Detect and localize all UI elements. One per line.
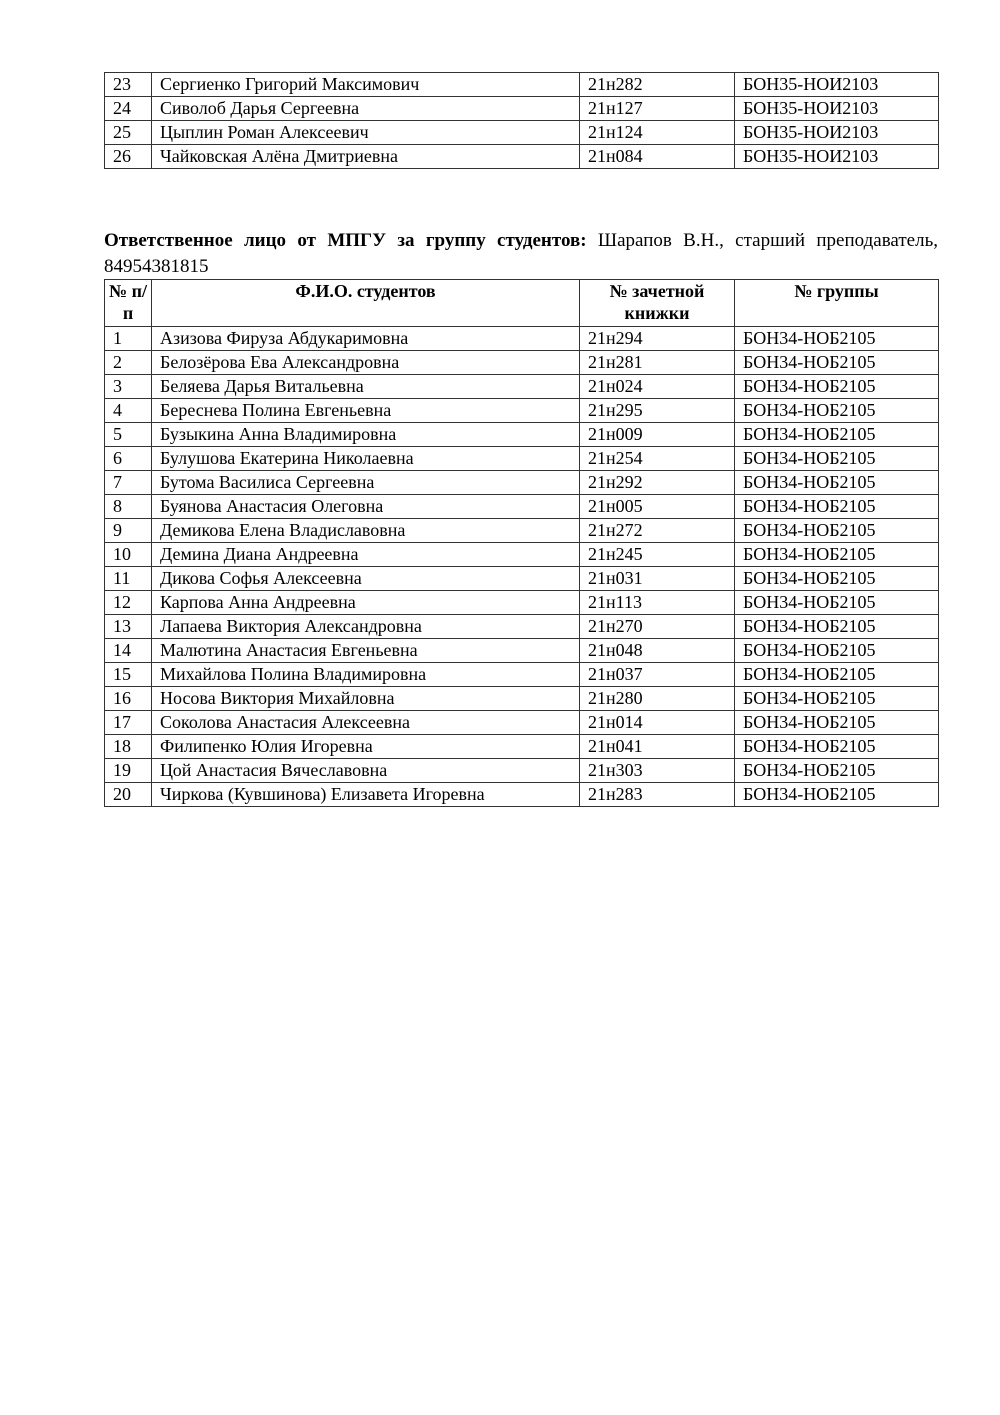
row-number-cell: 20 bbox=[105, 783, 152, 807]
student-name-cell: Демина Диана Андреевна bbox=[152, 543, 580, 567]
record-book-cell: 21н005 bbox=[580, 495, 735, 519]
student-name-cell: Михайлова Полина Владимировна bbox=[152, 663, 580, 687]
student-name-cell: Лапаева Виктория Александровна bbox=[152, 615, 580, 639]
table-row bbox=[105, 471, 939, 495]
responsible-person-paragraph bbox=[104, 228, 938, 280]
responsible-person-label: Ответственное лицо от МПГУ за группу студентов: bbox=[104, 230, 587, 251]
record-book-cell: 21н041 bbox=[580, 735, 735, 759]
table-row bbox=[105, 495, 939, 519]
students-table-continued bbox=[104, 72, 939, 169]
row-number-cell: 13 bbox=[105, 615, 152, 639]
student-name-cell: Белозёрова Ева Александровна bbox=[152, 351, 580, 375]
student-name-cell: Малютина Анастасия Евгеньевна bbox=[152, 639, 580, 663]
record-book-cell: 21н303 bbox=[580, 759, 735, 783]
header-number: № п/п bbox=[105, 280, 152, 327]
record-book-cell: 21н282 bbox=[580, 73, 735, 97]
record-book-cell: 21н294 bbox=[580, 327, 735, 351]
group-cell: БОН34-НОБ2105 bbox=[735, 567, 939, 591]
table-row bbox=[105, 423, 939, 447]
student-name-cell: Дикова Софья Алексеевна bbox=[152, 567, 580, 591]
table-row bbox=[105, 447, 939, 471]
group-cell: БОН34-НОБ2105 bbox=[735, 783, 939, 807]
table-row bbox=[105, 735, 939, 759]
header-record-book: № зачетной книжки bbox=[580, 280, 735, 327]
header-name: Ф.И.О. студентов bbox=[152, 280, 580, 327]
record-book-cell: 21н124 bbox=[580, 121, 735, 145]
student-name-cell: Бутома Василиса Сергеевна bbox=[152, 471, 580, 495]
table-row bbox=[105, 639, 939, 663]
record-book-cell: 21н295 bbox=[580, 399, 735, 423]
record-book-cell: 21н272 bbox=[580, 519, 735, 543]
record-book-cell: 21н254 bbox=[580, 447, 735, 471]
student-name-cell: Соколова Анастасия Алексеевна bbox=[152, 711, 580, 735]
student-name-cell: Филипенко Юлия Игоревна bbox=[152, 735, 580, 759]
group-cell: БОН35-НОИ2103 bbox=[735, 73, 939, 97]
record-book-cell: 21н048 bbox=[580, 639, 735, 663]
table-row bbox=[105, 399, 939, 423]
row-number-cell: 9 bbox=[105, 519, 152, 543]
group-cell: БОН34-НОБ2105 bbox=[735, 495, 939, 519]
row-number-cell: 1 bbox=[105, 327, 152, 351]
student-name-cell: Чайковская Алёна Дмитриевна bbox=[152, 145, 580, 169]
row-number-cell: 23 bbox=[105, 73, 152, 97]
row-number-cell: 11 bbox=[105, 567, 152, 591]
record-book-cell: 21н292 bbox=[580, 471, 735, 495]
record-book-cell: 21н037 bbox=[580, 663, 735, 687]
record-book-cell: 21н283 bbox=[580, 783, 735, 807]
group-cell: БОН34-НОБ2105 bbox=[735, 639, 939, 663]
row-number-cell: 18 bbox=[105, 735, 152, 759]
row-number-cell: 4 bbox=[105, 399, 152, 423]
table-row bbox=[105, 711, 939, 735]
responsible-person-text: Шарапов В.Н., старший преподаватель, 84954381815 bbox=[104, 230, 938, 277]
group-cell: БОН34-НОБ2105 bbox=[735, 375, 939, 399]
table-row bbox=[105, 375, 939, 399]
record-book-cell: 21н270 bbox=[580, 615, 735, 639]
record-book-cell: 21н009 bbox=[580, 423, 735, 447]
table-row bbox=[105, 145, 939, 169]
row-number-cell: 6 bbox=[105, 447, 152, 471]
table-header bbox=[105, 280, 939, 327]
table-row bbox=[105, 97, 939, 121]
student-name-cell: Бузыкина Анна Владимировна bbox=[152, 423, 580, 447]
table-row bbox=[105, 591, 939, 615]
student-name-cell: Буянова Анастасия Олеговна bbox=[152, 495, 580, 519]
student-name-cell: Сиволоб Дарья Сергеевна bbox=[152, 97, 580, 121]
student-name-cell: Демикова Елена Владиславовна bbox=[152, 519, 580, 543]
table-row bbox=[105, 687, 939, 711]
group-cell: БОН34-НОБ2105 bbox=[735, 327, 939, 351]
record-book-cell: 21н084 bbox=[580, 145, 735, 169]
student-name-cell: Булушова Екатерина Николаевна bbox=[152, 447, 580, 471]
record-book-cell: 21н245 bbox=[580, 543, 735, 567]
group-cell: БОН35-НОИ2103 bbox=[735, 97, 939, 121]
group-cell: БОН34-НОБ2105 bbox=[735, 735, 939, 759]
record-book-cell: 21н127 bbox=[580, 97, 735, 121]
students-table bbox=[104, 279, 939, 807]
row-number-cell: 25 bbox=[105, 121, 152, 145]
row-number-cell: 7 bbox=[105, 471, 152, 495]
row-number-cell: 12 bbox=[105, 591, 152, 615]
table-row bbox=[105, 327, 939, 351]
table-row bbox=[105, 543, 939, 567]
student-name-cell: Азизова Фируза Абдукаримовна bbox=[152, 327, 580, 351]
student-name-cell: Носова Виктория Михайловна bbox=[152, 687, 580, 711]
table-row bbox=[105, 663, 939, 687]
row-number-cell: 15 bbox=[105, 663, 152, 687]
record-book-cell: 21н113 bbox=[580, 591, 735, 615]
group-cell: БОН34-НОБ2105 bbox=[735, 423, 939, 447]
table-body bbox=[105, 327, 939, 807]
group-cell: БОН34-НОБ2105 bbox=[735, 399, 939, 423]
record-book-cell: 21н031 bbox=[580, 567, 735, 591]
table-row bbox=[105, 519, 939, 543]
student-name-cell: Сергиенко Григорий Максимович bbox=[152, 73, 580, 97]
group-cell: БОН34-НОБ2105 bbox=[735, 687, 939, 711]
group-cell: БОН35-НОИ2103 bbox=[735, 145, 939, 169]
student-name-cell: Чиркова (Кувшинова) Елизавета Игоревна bbox=[152, 783, 580, 807]
table-row bbox=[105, 615, 939, 639]
table-row bbox=[105, 351, 939, 375]
row-number-cell: 24 bbox=[105, 97, 152, 121]
header-group: № группы bbox=[735, 280, 939, 327]
group-cell: БОН34-НОБ2105 bbox=[735, 471, 939, 495]
group-cell: БОН34-НОБ2105 bbox=[735, 543, 939, 567]
row-number-cell: 5 bbox=[105, 423, 152, 447]
row-number-cell: 16 bbox=[105, 687, 152, 711]
table-row bbox=[105, 759, 939, 783]
group-cell: БОН34-НОБ2105 bbox=[735, 591, 939, 615]
record-book-cell: 21н024 bbox=[580, 375, 735, 399]
group-cell: БОН34-НОБ2105 bbox=[735, 663, 939, 687]
table-row bbox=[105, 567, 939, 591]
row-number-cell: 10 bbox=[105, 543, 152, 567]
record-book-cell: 21н280 bbox=[580, 687, 735, 711]
student-name-cell: Береснева Полина Евгеньевна bbox=[152, 399, 580, 423]
row-number-cell: 14 bbox=[105, 639, 152, 663]
group-cell: БОН34-НОБ2105 bbox=[735, 519, 939, 543]
table-row bbox=[105, 783, 939, 807]
table-row bbox=[105, 121, 939, 145]
row-number-cell: 2 bbox=[105, 351, 152, 375]
student-name-cell: Беляева Дарья Витальевна bbox=[152, 375, 580, 399]
student-name-cell: Карпова Анна Андреевна bbox=[152, 591, 580, 615]
student-name-cell: Цой Анастасия Вячеславовна bbox=[152, 759, 580, 783]
group-cell: БОН34-НОБ2105 bbox=[735, 447, 939, 471]
student-name-cell: Цыплин Роман Алексеевич bbox=[152, 121, 580, 145]
record-book-cell: 21н014 bbox=[580, 711, 735, 735]
group-cell: БОН35-НОИ2103 bbox=[735, 121, 939, 145]
record-book-cell: 21н281 bbox=[580, 351, 735, 375]
row-number-cell: 8 bbox=[105, 495, 152, 519]
group-cell: БОН34-НОБ2105 bbox=[735, 351, 939, 375]
group-cell: БОН34-НОБ2105 bbox=[735, 759, 939, 783]
table-body bbox=[105, 73, 939, 169]
header-row bbox=[105, 280, 939, 327]
table-row bbox=[105, 73, 939, 97]
row-number-cell: 26 bbox=[105, 145, 152, 169]
row-number-cell: 19 bbox=[105, 759, 152, 783]
group-cell: БОН34-НОБ2105 bbox=[735, 711, 939, 735]
row-number-cell: 17 bbox=[105, 711, 152, 735]
group-cell: БОН34-НОБ2105 bbox=[735, 615, 939, 639]
row-number-cell: 3 bbox=[105, 375, 152, 399]
